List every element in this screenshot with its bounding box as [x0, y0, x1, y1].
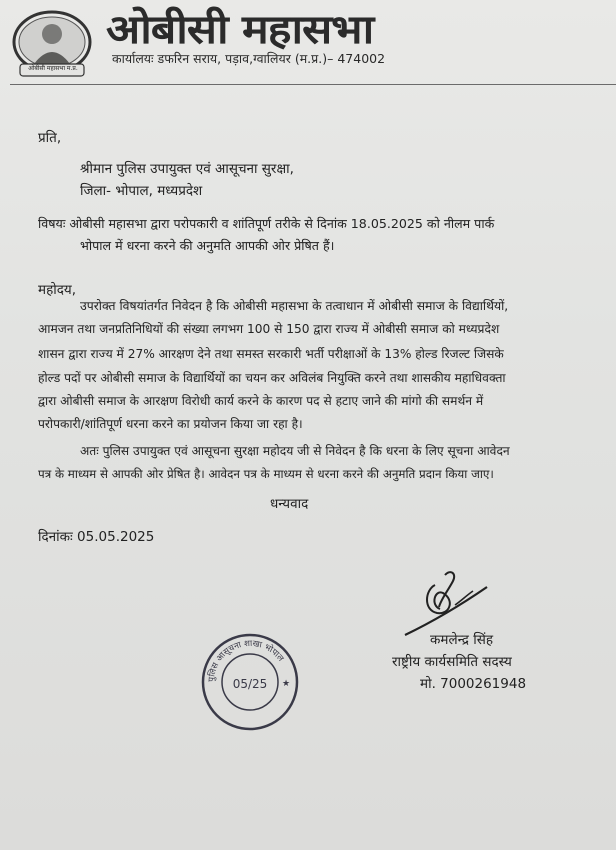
body-line: शासन द्वारा राज्य में 27% आरक्षण देने तथा समस्त सरकारी भर्ती परीक्षाओं के 13% होल्ड रिजल्ट जिसके — [38, 347, 504, 361]
to-label: प्रति, — [38, 130, 62, 146]
seal-stamp-text: 05/25 — [232, 677, 268, 691]
svg-text:★: ★ — [281, 679, 291, 689]
body-line: आमजन तथा जनप्रतिनिधियों की संख्या लगभग 100 से 150 द्वारा राज्य में ओबीसी समाज को मध्यप्रदेश — [38, 322, 500, 336]
header-divider — [10, 84, 616, 85]
signatory-name: कमलेन्द्र सिंह — [430, 632, 494, 648]
org-address: कार्यालयः डफरिन सराय, पड़ाव,ग्वालियर (म.प्र.)– 474002 — [112, 51, 386, 66]
body-line: द्वारा ओबीसी समाज के आरक्षण विरोधी कार्य करने के कारण पद से हटाए जाने की मांगो की समर्थन में — [38, 394, 484, 408]
signatory-designation: राष्ट्रीय कार्यसमिति सदस्य — [392, 654, 512, 670]
thanks-text: धन्यवाद — [270, 496, 309, 512]
svg-text:पुलिस आसूचना शाखा भोपाल — [206, 639, 285, 682]
official-seal-stamp — [200, 632, 300, 732]
signatory-phone: मो. 7000261948 — [420, 676, 527, 692]
closing-line-2: पत्र के माध्यम से आपकी ओर प्रेषित है। आवेदन पत्र के माध्यम से धरना करने की अनुमति प्रदान किया जाए। — [38, 467, 494, 481]
seal-ring-text: पुलिस आसूचना शाखा भोपाल — [206, 638, 286, 683]
org-title: ओबीसी महासभा — [106, 7, 374, 53]
subject-line-2: भोपाल में धरना करने की अनुमति आपकी ओर प्रेषित हैं। — [80, 238, 335, 253]
recipient-line-2: जिला- भोपाल, मध्यप्रदेश — [80, 183, 203, 199]
letter-date: दिनांकः 05.05.2025 — [38, 529, 155, 545]
recipient-line-1: श्रीमान पुलिस उपायुक्त एवं आसूचना सुरक्षा, — [80, 161, 294, 177]
closing-line-1: अतः पुलिस उपायुक्त एवं आसूचना सुरक्षा महोदय जी से निवेदन है कि धरना के लिए सूचना आवेदन — [80, 444, 510, 458]
salutation: महोदय, — [38, 282, 77, 298]
logo-caption: ओबीसी महासभा म.प्र. — [28, 65, 78, 72]
body-line: होल्ड पदों पर ओबीसी समाज के विद्यार्थियों का चयन कर अविलंब नियुक्ति करने तथा शासकीय महाधिवक्ता — [38, 371, 506, 385]
subject-line-1: विषयः ओबीसी महासभा द्वारा परोपकारी व शांतिपूर्ण तरीके से दिनांक 18.05.2025 को नीलम पार्क — [38, 216, 495, 231]
body-line: उपरोक्त विषयांतर्गत निवेदन है कि ओबीसी महासभा के तत्वाधान में ओबीसी समाज के विद्यार्थियों, — [80, 299, 509, 313]
body-line: परोपकारी/शांतिपूर्ण धरना करने का प्रयोजन किया जा रहा है। — [38, 417, 303, 431]
